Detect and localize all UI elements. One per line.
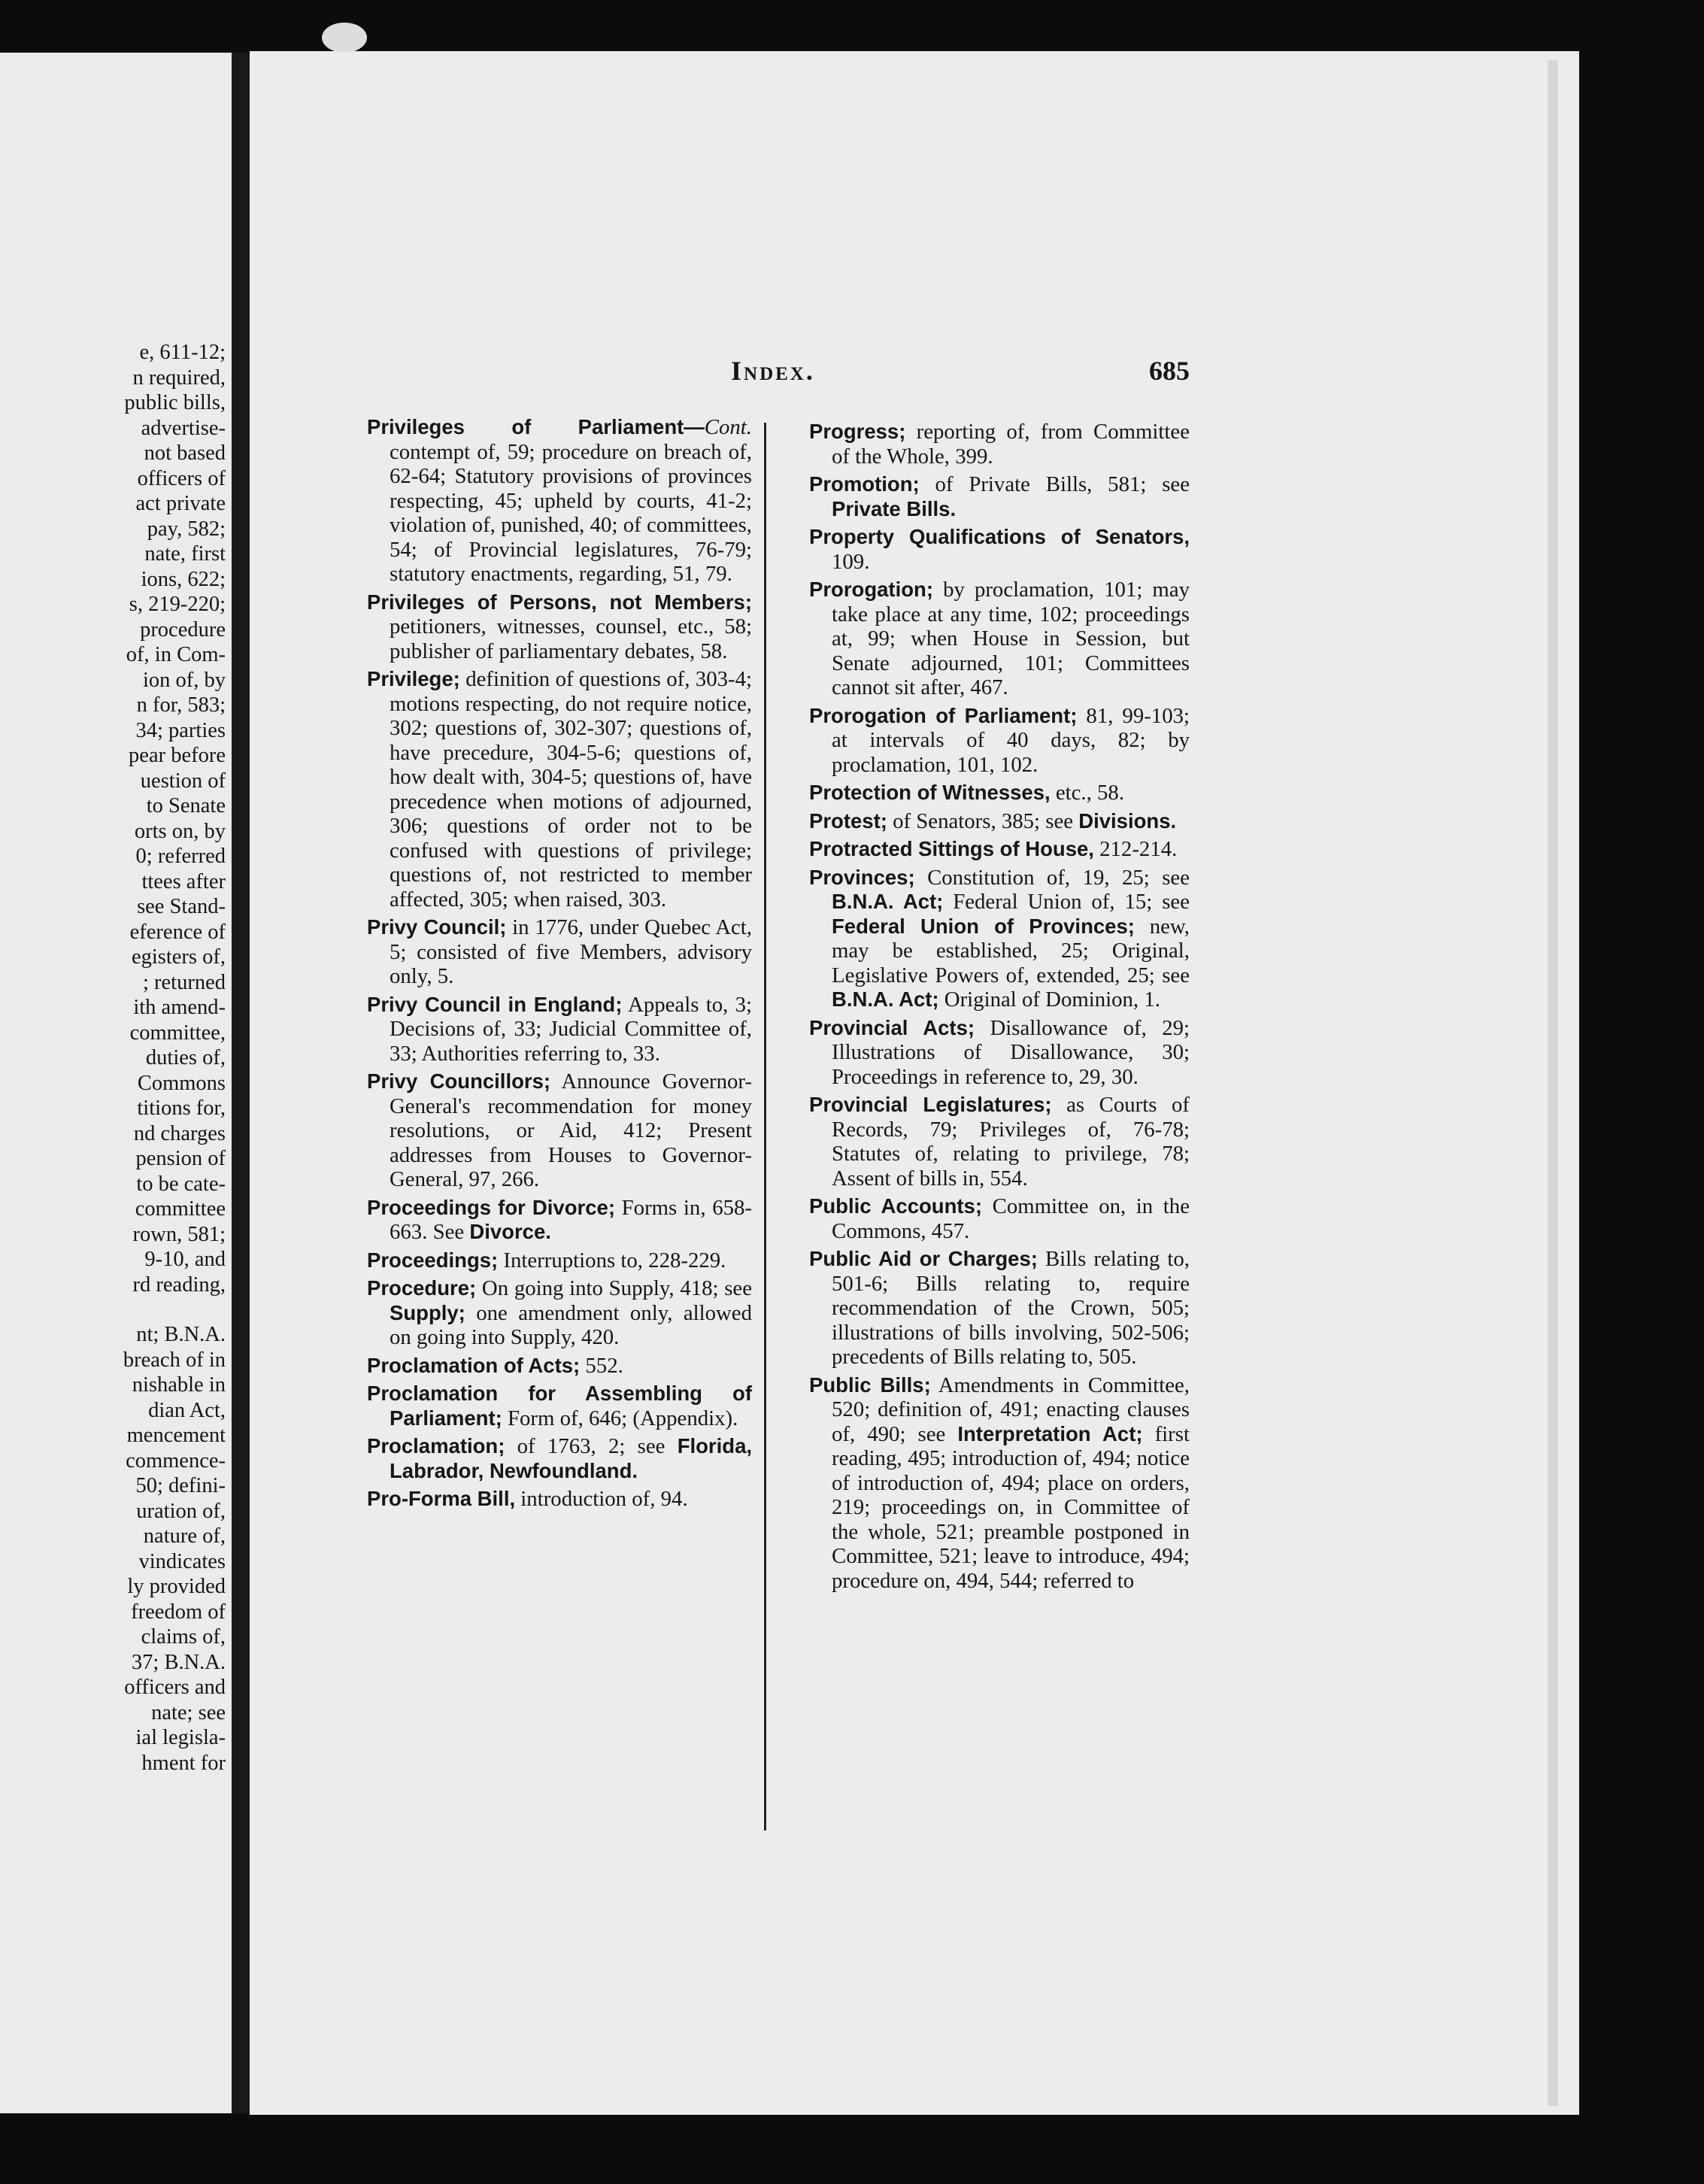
entry-text: as Courts of Records, 79; Privileges of, 76-78; Statutes of, relating to privilege, 78; Assent of bills in, 554. — [832, 1093, 1190, 1191]
page-number: 685 — [1149, 356, 1190, 386]
cross-reference: Supply; — [390, 1300, 465, 1324]
facing-page-line: titions for, — [137, 1097, 226, 1120]
facing-page-line: vindicates — [138, 1549, 226, 1573]
entry-text: contempt of, 59; procedure on breach of, 62-64; Statutory provisions of provinces respecting, 45; upheld by courts, 41-2; violation of, punished, 40; of committees, 54; of Provincial legislatures, 76-79; statutory enactments, regarding, 51, 79. — [390, 439, 752, 586]
index-entry — [809, 420, 1190, 469]
facing-page-line: 50; defini- — [135, 1474, 226, 1497]
facing-page-line: mencement — [126, 1424, 226, 1447]
entry-text: reporting of, from Committee of the Whole, 399. — [832, 420, 1190, 469]
facing-page-line: see Stand- — [137, 895, 226, 918]
cross-reference: Federal Union of Provinces; — [832, 914, 1135, 938]
entry-heading: Privy Council in England; — [367, 992, 623, 1016]
entry-text: 109. — [832, 549, 870, 574]
cross-reference: Divorce. — [469, 1220, 551, 1243]
facing-page — [0, 53, 232, 2113]
index-entry — [809, 1373, 1190, 1594]
facing-page-line: advertise- — [141, 416, 226, 440]
index-entry — [809, 866, 1190, 1012]
index-entry — [809, 1247, 1190, 1370]
index-entry — [367, 415, 752, 587]
index-entry — [809, 1093, 1190, 1191]
index-entry — [367, 1276, 752, 1350]
entry-text: On going into Supply, 418; see — [476, 1276, 752, 1300]
cross-reference: Private Bills. — [832, 496, 957, 520]
facing-page-line: n required, — [132, 366, 226, 390]
index-entry — [367, 590, 752, 664]
entry-text: Federal Union of, 15; see — [943, 890, 1190, 914]
facing-page-line: act private — [135, 492, 226, 515]
entry-heading: Privy Council; — [367, 915, 507, 939]
index-entry — [367, 993, 752, 1066]
facing-page-line: 34; parties — [135, 718, 226, 742]
index-entry — [809, 704, 1190, 778]
entry-text: Appeals to, 3; Decisions of, 33; Judicial Committee of, 33; Authorities referring to, 33. — [390, 992, 752, 1066]
continued-marker: Cont. — [704, 415, 752, 439]
facing-page-line: hment for — [141, 1751, 226, 1775]
facing-page-line: e, 611-12; — [139, 341, 226, 364]
index-entry — [367, 1248, 752, 1273]
facing-page-line: 37; B.N.A. — [131, 1650, 226, 1674]
facing-page-line: procedure — [140, 617, 226, 642]
facing-page-line: orts on, by — [134, 819, 226, 843]
entry-text: petitioners, witnesses, counsel, etc., 58; publisher of parliamentary debates, 58. — [390, 614, 752, 663]
index-entry — [367, 915, 752, 989]
entry-text: Bills relating to, 501-6; Bills relating to, require recommendation of the Crown, 505; illustrations of bills involving, 502-506; precedents of Bills relating to, 505. — [832, 1247, 1190, 1369]
facing-page-line — [0, 1297, 226, 1322]
entry-text: Form of, 646; (Appendix). — [502, 1406, 738, 1430]
entry-text: Amendments in Committee, 520; definition of, 491; enacting clauses of, 490; see — [832, 1373, 1190, 1446]
facing-page-line: rown, 581; — [132, 1222, 226, 1246]
entry-heading: Privilege; — [367, 667, 460, 690]
facing-page-line: committee, — [129, 1021, 226, 1045]
entry-heading: Public Bills; — [809, 1373, 931, 1397]
entry-text: Announce Governor-General's recommendation for money resolutions, or Aid, 412; Present addresses from Houses to Governor-General, 97, 266. — [390, 1069, 752, 1191]
facing-page-line: ion of, by — [142, 668, 226, 692]
index-entry — [367, 1434, 752, 1483]
entry-heading: Protracted Sittings of House, — [809, 837, 1094, 860]
facing-page-line: eference of — [129, 920, 226, 944]
entry-heading: Protest; — [809, 808, 887, 833]
index-column-left — [367, 415, 752, 1515]
entry-heading: Provincial Legislatures; — [809, 1093, 1052, 1116]
index-entry — [367, 667, 752, 912]
facing-page-line: ions, 622; — [141, 567, 226, 591]
running-head-title: Index. — [731, 356, 815, 386]
facing-page-line: n for, 583; — [136, 693, 226, 717]
entry-heading: Provinces; — [809, 865, 915, 889]
entry-heading: Proceedings; — [367, 1248, 499, 1272]
index-entry — [809, 472, 1190, 521]
facing-page-line: rd reading, — [132, 1272, 226, 1297]
index-entry — [809, 809, 1190, 834]
facing-page-line: nd charges — [133, 1121, 226, 1145]
facing-page-line: uestion of — [140, 769, 226, 793]
index-entry — [809, 837, 1190, 862]
facing-page-line: dian Act, — [148, 1398, 226, 1422]
index-entry — [367, 1354, 752, 1379]
entry-text: Original of Dominion, 1. — [938, 987, 1160, 1012]
entry-text: new, may be established, 25; Original, Legislative Powers of, extended, 25; see — [832, 914, 1190, 987]
entry-text: 552. — [580, 1353, 623, 1378]
entry-heading: Promotion; — [809, 472, 920, 496]
entry-text: introduction of, 94. — [515, 1487, 688, 1511]
entry-text: first reading, 495; introduction of, 494; notice of introduction of, 494; place on orders, 219; proceedings on, in Committee of the whole, 521; preamble postponed in Committee, 521; leave to introduce, 494; procedure on, 494, 544; referred to — [832, 1421, 1190, 1593]
page-edge — [1548, 60, 1558, 2106]
entry-heading: Proclamation; — [367, 1434, 505, 1458]
facing-page-line: s, 219-220; — [129, 593, 226, 616]
index-column-right — [809, 420, 1190, 1597]
column-divider — [764, 423, 766, 1831]
facing-page-line: breach of in — [123, 1348, 226, 1372]
cross-reference: B.N.A. Act; — [832, 890, 944, 913]
entry-text: definition of questions of, 303-4; motions respecting, do not require notice, 302; questions of, 302-307; questions of, have precedure, 304-5-6; questions of, how dealt with, 304-5; questions of, have precedence when motions of adjourned, 306; questions of order not to be confused with questions of privilege; questions of, not restricted to member affected, 305; when raised, 303. — [390, 667, 752, 912]
entry-text: of Senators, 385; see — [887, 808, 1079, 833]
index-entry — [809, 578, 1190, 700]
entry-text: Committee on, in the Commons, 457. — [832, 1194, 1190, 1243]
facing-page-line: to Senate — [146, 794, 226, 817]
facing-page-text — [0, 340, 226, 1776]
facing-page-line: nt; B.N.A. — [136, 1323, 226, 1346]
facing-page-line: pension of — [135, 1147, 226, 1170]
entry-heading: Progress; — [809, 420, 906, 443]
facing-page-line: uration of, — [136, 1499, 226, 1523]
entry-heading: Privileges of Parliament— — [367, 415, 705, 438]
entry-heading: Public Aid or Charges; — [809, 1247, 1038, 1270]
facing-page-line: nate, first — [144, 542, 226, 566]
entry-heading: Prorogation; — [809, 578, 933, 601]
facing-page-line: Commons — [137, 1071, 226, 1095]
facing-page-line: committee — [135, 1197, 226, 1221]
entry-text: Forms in, 658-663. See — [390, 1195, 752, 1244]
index-entry — [367, 1382, 752, 1430]
entry-text: Interruptions to, 228-229. — [498, 1248, 726, 1272]
index-entry — [367, 1487, 752, 1512]
facing-page-line: nature of, — [143, 1524, 226, 1548]
cross-reference: B.N.A. Act; — [832, 987, 939, 1011]
entry-heading: Privy Councillors; — [367, 1069, 551, 1093]
facing-page-line: ial legisla- — [135, 1726, 226, 1749]
facing-page-line: not based — [144, 441, 226, 465]
facing-page-line: ; returned — [143, 970, 226, 994]
facing-page-line: officers and — [124, 1676, 226, 1699]
scan-artifact — [322, 23, 367, 53]
facing-page-line: 0; referred — [135, 845, 226, 868]
facing-page-line: to be cate- — [136, 1172, 226, 1196]
entry-heading: Proceedings for Divorce; — [367, 1195, 615, 1219]
entry-heading: Procedure; — [367, 1276, 477, 1300]
entry-heading: Prorogation of Parliament; — [809, 703, 1078, 727]
entry-text: 81, 99-103; at intervals of 40 days, 82; by proclamation, 101, 102. — [832, 703, 1190, 777]
facing-page-line: officers of — [137, 466, 226, 490]
cross-reference: Florida, Labrador, Newfoundland. — [390, 1434, 752, 1482]
index-entry — [809, 1016, 1190, 1090]
entry-heading: Pro-Forma Bill, — [367, 1487, 516, 1510]
facing-page-line: duties of, — [145, 1046, 226, 1069]
entry-heading: Proclamation for Assembling of Parliament; — [367, 1382, 752, 1430]
facing-page-line: of, in Com- — [126, 643, 226, 666]
cross-reference: Divisions. — [1078, 808, 1177, 833]
entry-heading: Property Qualifications of Senators, — [809, 525, 1190, 548]
entry-heading: Provincial Acts; — [809, 1015, 975, 1039]
facing-page-line: egisters of, — [131, 945, 226, 969]
entry-text: by proclamation, 101; may take place at any time, 102; proceedings at, 99; when House in Session, but Senate adjourned, 101; Committees cannot sit after, 467. — [832, 578, 1190, 699]
facing-page-line: ith amend- — [133, 996, 226, 1019]
cross-reference: Interpretation Act; — [957, 1421, 1143, 1445]
book-gutter — [232, 53, 250, 2113]
entry-text: Disallowance of, 29; Illustrations of Disallowance, 30; Proceedings in reference to, 29, 30. — [832, 1015, 1190, 1089]
facing-page-line: ly provided — [127, 1575, 226, 1598]
entry-heading: Protection of Witnesses, — [809, 781, 1051, 804]
index-entry — [367, 1069, 752, 1192]
entry-heading: Proclamation of Acts; — [367, 1353, 581, 1377]
facing-page-line: pay, 582; — [147, 517, 226, 541]
entry-text: Constitution of, 19, 25; see — [914, 865, 1190, 890]
index-entry — [367, 1196, 752, 1245]
entry-heading: Public Accounts; — [809, 1194, 982, 1218]
entry-heading: Privileges of Persons, not Members; — [367, 590, 752, 614]
index-entry — [809, 781, 1190, 805]
facing-page-line: freedom of — [131, 1600, 226, 1624]
facing-page-line: 9-10, and — [144, 1248, 226, 1271]
entry-text: in 1776, under Quebec Act, 5; consisted of five Members, advisory only, 5. — [390, 915, 752, 988]
facing-page-line: claims of, — [141, 1625, 226, 1649]
entry-text: 212-214. — [1093, 837, 1178, 861]
facing-page-line: ttees after — [141, 869, 226, 893]
entry-text: of 1763, 2; see — [505, 1434, 678, 1458]
index-entry — [809, 1194, 1190, 1243]
entry-text: one amendment only, allowed on going into Supply, 420. — [390, 1300, 752, 1349]
facing-page-line: public bills, — [124, 391, 226, 414]
entry-text: etc., 58. — [1050, 781, 1125, 805]
facing-page-line: pear before — [129, 744, 226, 767]
index-entry — [809, 525, 1190, 574]
facing-page-line: nishable in — [132, 1373, 226, 1397]
entry-text: of Private Bills, 581; see — [919, 472, 1190, 496]
facing-page-line: nate; see — [151, 1700, 226, 1724]
facing-page-line: commence- — [126, 1448, 226, 1473]
